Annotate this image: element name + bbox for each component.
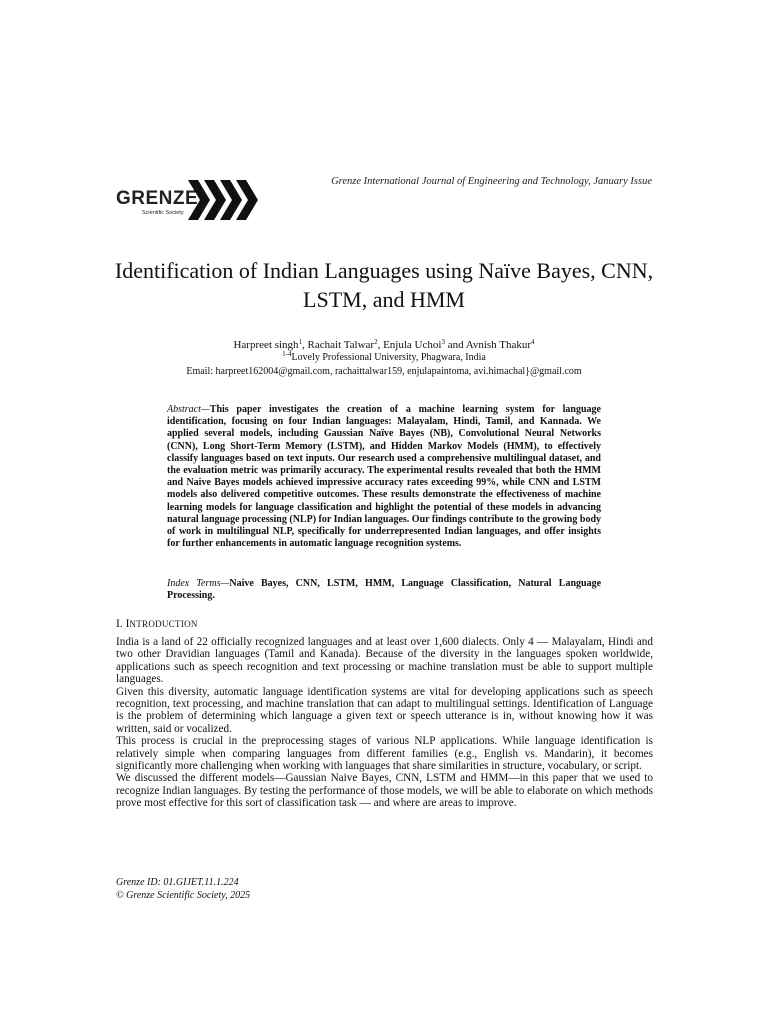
affiliation [84,352,684,363]
author-sup: 1 [298,338,303,346]
body-paragraph: Given this diversity, automatic language identification systems are vital for developing applications such as speech recognition, text processing, and machine translation that can adapt to multilingual settings. Identification of Language is the problem of determining which language a given text or speech utterance is in, without knowing how it was written, said or vocalized. [116,685,653,735]
body-paragraph: We discussed the different models—Gaussian Naive Bayes, CNN, LSTM and HMM—in this paper that we used to recognize Indian languages. By testing the performance of those models, we will be able to elaborate on which methods prove most effective for this sort of classification task — and where are areas to improve. [116,772,653,810]
index-terms [167,578,601,602]
section-title: NTRODUCTION [129,619,198,629]
logo-subtext: Scientific Society [142,210,184,216]
paper-title: Identification of Indian Languages using Naïve Bayes, CNN, LSTM, and HMM [114,258,654,312]
affiliation-sup: 1-4 [282,350,292,358]
copyright: © Grenze Scientific Society, 2025 [116,889,251,901]
section-body [116,636,653,810]
footer [116,877,250,902]
body-paragraph: This process is crucial in the preprocessing stages of various NLP applications. While language identification is relatively simple when comparing languages from different families (e.g., English vs. Mandarin), it becomes significantly more challenging when working with languages that share similarities in structure, vocabulary, or script. [116,735,653,773]
affiliation-text: Lovely Professional University, Phagwara, India [291,352,486,363]
journal-name: Grenze International Journal of Engineering and Technology, January Issue [331,176,652,187]
abstract [167,404,601,550]
author-sup: 2 [374,338,378,346]
index-terms-text: Naive Bayes, CNN, LSTM, HMM, Language Classification, Natural Language Processing. [167,578,602,602]
author-emails: Email: harpreet162004@gmail.com, rachaittalwar159, enjulapaintoma, avi.himachal}@gmail.com [186,366,582,377]
section-number: I. I [116,618,130,630]
author-sup: 4 [531,338,535,346]
author-name: Harpreet singh [233,339,299,351]
author-name: Avnish Thakur [465,339,531,351]
author-sup: 3 [441,338,445,346]
author-name: Rachait Talwar [307,339,375,351]
abstract-lead: Abstract— [167,404,210,415]
index-terms-lead: Index Terms— [167,578,230,589]
logo-wordmark: GRENZE [116,188,199,209]
abstract-text: This paper investigates the creation of a machine learning system for language identification, focusing on four Indian languages: Malayalam, Hindi, Tamil, and Kannada. We applied several models, including Gaussian Naïve Bayes (NB), Convolutional Neural Networks (CNN), Long Short-Term Memory (LSTM), and Hidden Markov Models (HMM), to effectively classify languages based on text inputs. Our research used a comprehensive multilingual dataset, and the evaluation metric was primarily accuracy. The experimental results revealed that both the HMM and Naive Bayes models achieved impressive accuracy rates exceeding 99%, while CNN and LSTM models also delivered competitive outcomes. These results demonstrate the effectiveness of machine learning models for language classification and highlight the potential of these models in advancing natural language processing (NLP) for Indian languages. Our findings contribute to the growing body of work in multilingual NLP, specifically for underrepresented Indian languages, and offer insights for further enhancements in automatic language recognition systems. [167,404,601,550]
grenze-logo [116,176,266,224]
author-list: Harpreet singh$^1$, Rachait Talwar$^2$, Enjula Uchoi$^3$ and Avnish Thakur$^4$ [233,338,535,351]
grenze-id: Grenze ID: 01.GIJET.11.1.224 [116,877,239,888]
chevrons-icon [186,176,266,224]
body-paragraph: India is a land of 22 officially recognized languages and at least over 1,600 dialects. Only 4 — Malayalam, Hindi and two other Dravidian languages (Tamil and Kanada). Because of the diversity in the languages spoken worldwide, applications such as speech recognition and text processing or machine translation must be able to support multiple languages. [116,636,653,686]
section-heading [116,618,198,630]
author-name: Enjula Uchoi [383,339,442,351]
